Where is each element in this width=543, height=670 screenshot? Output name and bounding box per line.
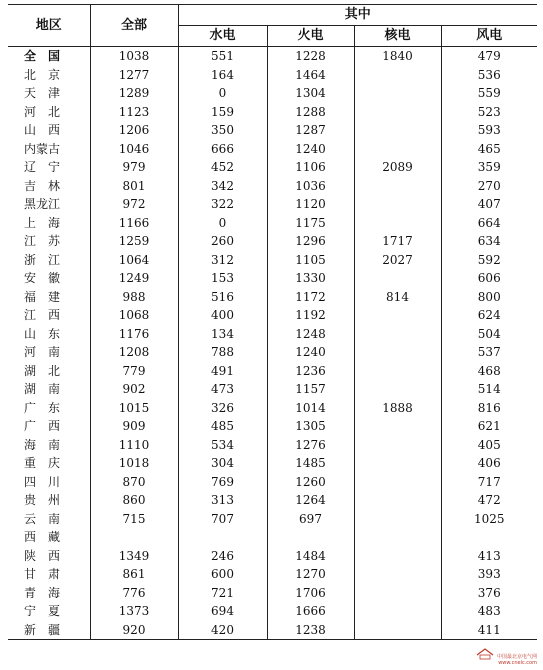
- table-row: [8, 602, 537, 621]
- cell-hydro: 159: [178, 103, 267, 122]
- cell-wind: 1025: [441, 510, 537, 529]
- cell-nuclear: 2027: [354, 251, 441, 270]
- cell-region: 西 藏: [24, 530, 61, 544]
- cell-total: 1068: [90, 306, 178, 325]
- cell-wind: 406: [441, 454, 537, 473]
- cell-hydro: 326: [178, 399, 267, 418]
- cell-hydro: 420: [178, 621, 267, 640]
- cell-thermal: [267, 528, 354, 547]
- cell-wind: 376: [441, 584, 537, 603]
- cell-nuclear: [354, 325, 441, 344]
- cell-total: 902: [90, 380, 178, 399]
- cell-wind: 559: [441, 84, 537, 103]
- header-thermal: 火电: [267, 26, 354, 47]
- cell-total: 1015: [90, 399, 178, 418]
- table-row: [8, 417, 537, 436]
- cell-region: 云 南: [24, 511, 61, 526]
- cell-nuclear: [354, 565, 441, 584]
- cell-wind: 592: [441, 251, 537, 270]
- watermark-line2: www.cnelc.com: [498, 660, 537, 666]
- cell-region: 浙 江: [24, 252, 61, 267]
- cell-nuclear: [354, 214, 441, 233]
- cell-hydro: 769: [178, 473, 267, 492]
- cell-hydro: 491: [178, 362, 267, 381]
- cell-thermal: 1036: [267, 177, 354, 196]
- table-row: [8, 491, 537, 510]
- cell-hydro: 313: [178, 491, 267, 510]
- table-row: [8, 399, 537, 418]
- cell-total: 1046: [90, 140, 178, 159]
- cell-thermal: 1706: [267, 584, 354, 603]
- cell-hydro: 0: [178, 84, 267, 103]
- cell-total: 909: [90, 417, 178, 436]
- table-row: [8, 510, 537, 529]
- cell-hydro: 452: [178, 158, 267, 177]
- cell-region: 湖 北: [24, 363, 61, 378]
- cell-hydro: 164: [178, 66, 267, 85]
- cell-nuclear: [354, 103, 441, 122]
- cell-total: 1038: [90, 47, 178, 66]
- cell-hydro: 534: [178, 436, 267, 455]
- table-row: [8, 306, 537, 325]
- cell-nuclear: [354, 121, 441, 140]
- cell-total: 861: [90, 565, 178, 584]
- cell-thermal: 1464: [267, 66, 354, 85]
- header-nuclear: 核电: [354, 26, 441, 47]
- cell-region: 新 疆: [8, 621, 90, 640]
- cell-region: 黑龙江: [24, 197, 61, 211]
- cell-hydro: 666: [178, 140, 267, 159]
- cell-wind: 413: [441, 547, 537, 566]
- cell-wind: [441, 528, 537, 547]
- cell-region: 青 海: [24, 585, 61, 600]
- cell-total: 988: [90, 288, 178, 307]
- cell-region: 宁 夏: [24, 604, 61, 618]
- cell-hydro: [178, 528, 267, 547]
- cell-region: 河 北: [24, 104, 61, 119]
- table-row: [8, 269, 537, 288]
- cell-wind: 468: [441, 362, 537, 381]
- cell-total: 1249: [90, 269, 178, 288]
- table-row: [8, 84, 537, 103]
- cell-thermal: 1172: [267, 288, 354, 307]
- cell-region: 辽 宁: [24, 160, 61, 174]
- cell-wind: 593: [441, 121, 537, 140]
- cell-wind: 800: [441, 288, 537, 307]
- table-row: [8, 140, 537, 159]
- cell-region: 内蒙古: [24, 141, 61, 156]
- cell-hydro: 400: [178, 306, 267, 325]
- cell-total: 1123: [90, 103, 178, 122]
- table-row: [8, 547, 537, 566]
- table-row: [8, 473, 537, 492]
- cell-total: 979: [90, 158, 178, 177]
- cell-nuclear: [354, 436, 441, 455]
- cell-thermal: 1105: [267, 251, 354, 270]
- cell-nuclear: [354, 343, 441, 362]
- cell-hydro: 134: [178, 325, 267, 344]
- cell-thermal: 1288: [267, 103, 354, 122]
- cell-total: 972: [90, 195, 178, 214]
- cell-total: 1110: [90, 436, 178, 455]
- cell-hydro: 350: [178, 121, 267, 140]
- cell-region: 江 西: [24, 308, 61, 322]
- cell-hydro: 600: [178, 565, 267, 584]
- cell-thermal: 1120: [267, 195, 354, 214]
- cell-thermal: 1192: [267, 306, 354, 325]
- cell-total: 1373: [90, 602, 178, 621]
- table-row: [8, 584, 537, 603]
- cell-thermal: 1484: [267, 547, 354, 566]
- cell-thermal: 1330: [267, 269, 354, 288]
- cell-hydro: 304: [178, 454, 267, 473]
- cell-wind: 523: [441, 103, 537, 122]
- header-hydro: 水电: [178, 26, 267, 47]
- cell-region: 福 建: [24, 289, 61, 304]
- cell-region: 吉 林: [24, 178, 61, 193]
- cell-wind: 465: [441, 140, 537, 159]
- cell-hydro: 246: [178, 547, 267, 566]
- header-wind: 风电: [441, 26, 537, 47]
- cell-hydro: 694: [178, 602, 267, 621]
- table-row: [8, 343, 537, 362]
- table-row: [8, 251, 537, 270]
- cell-thermal: 1666: [267, 602, 354, 621]
- cell-thermal: 1106: [267, 158, 354, 177]
- watermark-line1: 中国最北京电气网: [496, 654, 537, 660]
- table-row: [8, 177, 537, 196]
- cell-wind: 624: [441, 306, 537, 325]
- cell-thermal: 1276: [267, 436, 354, 455]
- cell-nuclear: [354, 510, 441, 529]
- table-body: [8, 47, 537, 640]
- cell-hydro: 322: [178, 195, 267, 214]
- cell-thermal: 1240: [267, 343, 354, 362]
- cell-total: 1289: [90, 84, 178, 103]
- cell-region: 河 南: [24, 345, 61, 359]
- table-row: [8, 195, 537, 214]
- cell-region: 江 苏: [24, 234, 61, 248]
- cell-total: 801: [90, 177, 178, 196]
- cell-wind: 514: [441, 380, 537, 399]
- cell-hydro: 260: [178, 232, 267, 251]
- cell-total: 1349: [90, 547, 178, 566]
- cell-nuclear: [354, 177, 441, 196]
- cell-nuclear: [354, 584, 441, 603]
- table-row: [8, 362, 537, 381]
- cell-wind: 393: [441, 565, 537, 584]
- cell-total: 1166: [90, 214, 178, 233]
- cell-nuclear: [354, 491, 441, 510]
- cell-hydro: 153: [178, 269, 267, 288]
- cell-region: 四 川: [24, 474, 61, 489]
- table-row: [8, 528, 537, 547]
- cell-region: 陕 西: [24, 548, 61, 563]
- table-row: [8, 454, 537, 473]
- cell-hydro: 721: [178, 584, 267, 603]
- cell-region: 甘 肃: [24, 567, 61, 581]
- cell-wind: 483: [441, 602, 537, 621]
- cell-hydro: 342: [178, 177, 267, 196]
- table-row: [8, 214, 537, 233]
- cell-thermal: 1287: [267, 121, 354, 140]
- cell-wind: 407: [441, 195, 537, 214]
- cell-thermal: 1264: [267, 491, 354, 510]
- cell-nuclear: [354, 454, 441, 473]
- cell-wind: 405: [441, 436, 537, 455]
- cell-thermal: 1240: [267, 140, 354, 159]
- cell-region: 山 西: [24, 123, 61, 137]
- cell-region: 上 海: [24, 215, 61, 230]
- cell-region: 天 津: [24, 86, 61, 100]
- cell-nuclear: 814: [354, 288, 441, 307]
- cell-nuclear: [354, 473, 441, 492]
- table-row: [8, 325, 537, 344]
- cell-nuclear: [354, 269, 441, 288]
- cell-thermal: 1248: [267, 325, 354, 344]
- header-total: 全部: [90, 5, 178, 47]
- cell-total: 779: [90, 362, 178, 381]
- cell-region: 广 西: [24, 419, 61, 433]
- cell-thermal: 1228: [267, 47, 354, 66]
- cell-total: 1064: [90, 251, 178, 270]
- cell-thermal: 1270: [267, 565, 354, 584]
- cell-hydro: 788: [178, 343, 267, 362]
- cell-total: 715: [90, 510, 178, 529]
- table-row: [8, 121, 537, 140]
- cell-thermal: 1260: [267, 473, 354, 492]
- cell-thermal: 1157: [267, 380, 354, 399]
- cell-region: 海 南: [24, 437, 61, 452]
- cell-wind: 270: [441, 177, 537, 196]
- cell-nuclear: [354, 66, 441, 85]
- cell-wind: 606: [441, 269, 537, 288]
- table-row: [8, 47, 537, 66]
- cell-nuclear: [354, 380, 441, 399]
- cell-region: 贵 州: [24, 493, 61, 507]
- cell-wind: 816: [441, 399, 537, 418]
- cell-region: 重 庆: [24, 456, 61, 470]
- site-watermark-logo: [475, 646, 537, 666]
- cell-nuclear: [354, 547, 441, 566]
- cell-hydro: 516: [178, 288, 267, 307]
- cell-nuclear: 1717: [354, 232, 441, 251]
- cell-region: 山 东: [24, 326, 61, 341]
- cell-hydro: 312: [178, 251, 267, 270]
- table-row: [8, 436, 537, 455]
- cell-total: 1176: [90, 325, 178, 344]
- cell-total: 860: [90, 491, 178, 510]
- table-row: [8, 565, 537, 584]
- cell-nuclear: [354, 602, 441, 621]
- cell-region: 广 东: [24, 400, 61, 415]
- cell-thermal: 1296: [267, 232, 354, 251]
- cell-nuclear: [354, 621, 441, 640]
- cell-hydro: 551: [178, 47, 267, 66]
- cell-total: 1206: [90, 121, 178, 140]
- cell-wind: 634: [441, 232, 537, 251]
- cell-nuclear: 1888: [354, 399, 441, 418]
- cell-wind: 504: [441, 325, 537, 344]
- utilization-hours-table: [8, 4, 537, 640]
- cell-nuclear: [354, 140, 441, 159]
- cell-total: 920: [90, 621, 178, 640]
- cell-wind: 664: [441, 214, 537, 233]
- cell-region: 湖 南: [24, 382, 61, 396]
- table-row: [8, 232, 537, 251]
- cell-thermal: 1014: [267, 399, 354, 418]
- cell-hydro: 485: [178, 417, 267, 436]
- table-row: [8, 621, 537, 640]
- cell-total: 776: [90, 584, 178, 603]
- cell-total: 1208: [90, 343, 178, 362]
- cell-hydro: 707: [178, 510, 267, 529]
- cell-thermal: 1175: [267, 214, 354, 233]
- cell-nuclear: [354, 195, 441, 214]
- cell-wind: 537: [441, 343, 537, 362]
- cell-thermal: 1305: [267, 417, 354, 436]
- cell-nuclear: [354, 306, 441, 325]
- cell-wind: 536: [441, 66, 537, 85]
- cell-nuclear: [354, 362, 441, 381]
- header-region: 地区: [8, 5, 90, 47]
- cell-wind: 479: [441, 47, 537, 66]
- cell-total: [90, 528, 178, 547]
- cell-wind: 717: [441, 473, 537, 492]
- cell-thermal: 1236: [267, 362, 354, 381]
- cell-thermal: 1238: [267, 621, 354, 640]
- cell-wind: 411: [441, 621, 537, 640]
- cell-region: 全 国: [24, 49, 61, 63]
- cell-nuclear: [354, 84, 441, 103]
- cell-nuclear: 1840: [354, 47, 441, 66]
- table-row: [8, 288, 537, 307]
- header-of-which: 其中: [178, 5, 537, 26]
- table-row: [8, 66, 537, 85]
- table-row: [8, 380, 537, 399]
- cell-wind: 472: [441, 491, 537, 510]
- cell-thermal: 697: [267, 510, 354, 529]
- cell-nuclear: [354, 528, 441, 547]
- cell-nuclear: [354, 417, 441, 436]
- cell-total: 870: [90, 473, 178, 492]
- table-row: [8, 103, 537, 122]
- cell-wind: 359: [441, 158, 537, 177]
- cell-wind: 621: [441, 417, 537, 436]
- cell-hydro: 0: [178, 214, 267, 233]
- cell-thermal: 1304: [267, 84, 354, 103]
- cell-hydro: 473: [178, 380, 267, 399]
- cell-thermal: 1485: [267, 454, 354, 473]
- table-row: [8, 158, 537, 177]
- cell-total: 1259: [90, 232, 178, 251]
- cell-region: 北 京: [24, 67, 61, 82]
- cell-total: 1277: [90, 66, 178, 85]
- cell-region: 安 徽: [24, 271, 61, 285]
- cell-nuclear: 2089: [354, 158, 441, 177]
- cell-total: 1018: [90, 454, 178, 473]
